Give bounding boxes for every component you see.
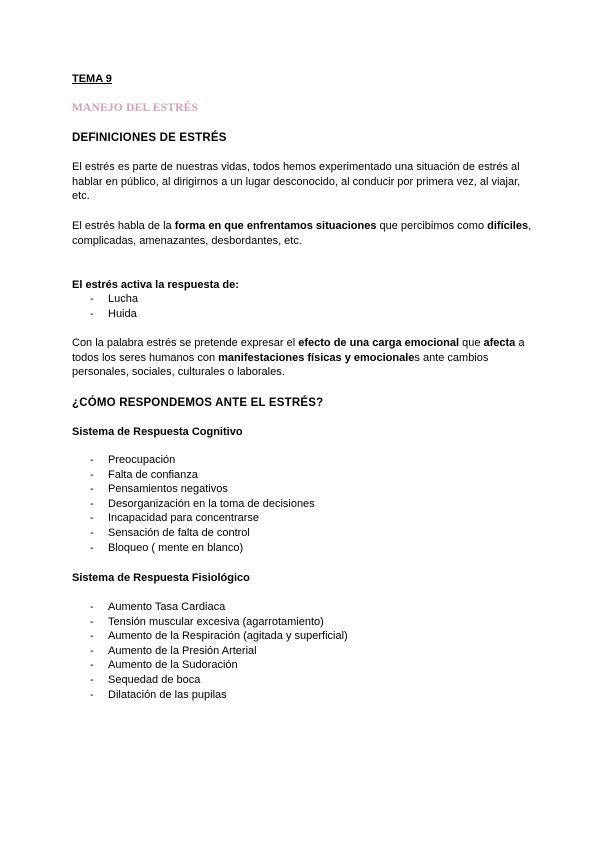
text-run: Con la palabra estrés se pretende expresar el [72, 337, 299, 349]
tema-heading: TEMA 9 [72, 73, 112, 85]
list-item [72, 482, 542, 497]
text-run: s ante cambios personales, sociales, culturales o laborales. [72, 351, 489, 379]
list-item [72, 526, 542, 541]
list-item [72, 615, 542, 630]
list-item [72, 541, 542, 556]
definiciones-paragraph-2 [72, 219, 534, 248]
fisiologico-heading: Sistema de Respuesta Fisiológico [72, 572, 250, 584]
list-item-text: Preocupación [108, 454, 176, 466]
respuesta-heading: El estrés activa la respuesta de: [72, 279, 239, 291]
list-item [72, 673, 542, 688]
list-item-text: Huida [108, 307, 137, 320]
dash-bullet: - [90, 512, 94, 525]
dash-bullet: - [90, 659, 94, 672]
list-item [72, 658, 542, 673]
dash-bullet: - [90, 601, 94, 613]
list-item-text: Lucha [108, 293, 138, 305]
list-item [72, 629, 542, 644]
dash-bullet: - [90, 644, 94, 657]
dash-bullet: - [90, 307, 94, 320]
list-item [72, 511, 542, 526]
dash-bullet: - [90, 454, 94, 466]
list-item-text: Incapacidad para concentrarse [108, 512, 260, 525]
list-item [72, 600, 542, 615]
dash-bullet: - [90, 688, 94, 701]
subtitle: MANEJO DEL ESTRÉS [72, 102, 199, 114]
bold-run: forma en que enfrentamos situaciones [174, 220, 377, 232]
bold-run: difíciles [487, 220, 529, 232]
bold-run: efecto de una carga emocional [298, 337, 460, 349]
list-item [72, 453, 542, 468]
list-item [72, 688, 542, 703]
list-item-text: Sensación de falta de control [108, 526, 250, 539]
list-item [72, 307, 542, 322]
list-item-text: Aumento de la Sudoración [108, 659, 238, 672]
dash-bullet: - [90, 483, 94, 496]
bold-run: manifestaciones físicas y emocionale [218, 351, 415, 364]
dash-bullet: - [90, 673, 94, 686]
text-run: que [459, 337, 484, 349]
dash-bullet: - [90, 630, 94, 643]
list-item-text: Desorganización en la toma de decisiones [108, 497, 315, 510]
fisiologico-list [72, 600, 542, 702]
text-run: a todos los seres humanos con [72, 337, 525, 364]
dash-bullet: - [90, 293, 94, 305]
estres-paragraph [72, 336, 530, 380]
respuesta-list [72, 292, 542, 321]
list-item-text: Tensión muscular excesiva (agarrotamiento) [108, 615, 324, 628]
text-run: El estrés habla de la [72, 220, 175, 232]
list-item-text: Aumento de la Respiración (agitada y superficial) [108, 630, 348, 643]
definiciones-paragraph-1: El estrés es parte de nuestras vidas, todos hemos experimentado una situación de estrés al hablar en público, al dirigirnos a un lugar desconocido, al conducir por primera vez, al viajar, etc. [72, 161, 521, 203]
como-heading: ¿CÓMO RESPONDEMOS ANTE EL ESTRÉS? [72, 397, 324, 409]
bold-run: afecta [483, 337, 516, 349]
dash-bullet: - [90, 541, 94, 554]
cognitivo-list [72, 453, 542, 555]
list-item [72, 468, 542, 483]
dash-bullet: - [90, 497, 94, 510]
dash-bullet: - [90, 615, 94, 628]
list-item-text: Pensamientos negativos [108, 483, 228, 496]
definiciones-heading: DEFINICIONES DE ESTRÉS [72, 132, 227, 144]
list-item-text: Sequedad de boca [108, 673, 201, 686]
list-item [72, 292, 542, 307]
dash-bullet: - [90, 526, 94, 539]
list-item-text: Dilatación de las pupilas [108, 688, 227, 701]
text-run: , complicadas, amenazantes, desbordantes, etc. [72, 220, 532, 247]
list-item-text: Falta de confianza [108, 468, 198, 481]
text-run: que percibimos como [376, 220, 488, 232]
cognitivo-heading: Sistema de Respuesta Cognitivo [72, 426, 243, 438]
list-item-text: Aumento de la Presión Arterial [108, 644, 257, 657]
dash-bullet: - [90, 468, 94, 481]
list-item-text: Aumento Tasa Cardiaca [108, 601, 226, 613]
list-item-text: Bloqueo ( mente en blanco) [108, 541, 244, 554]
list-item [72, 644, 542, 659]
list-item [72, 497, 542, 512]
